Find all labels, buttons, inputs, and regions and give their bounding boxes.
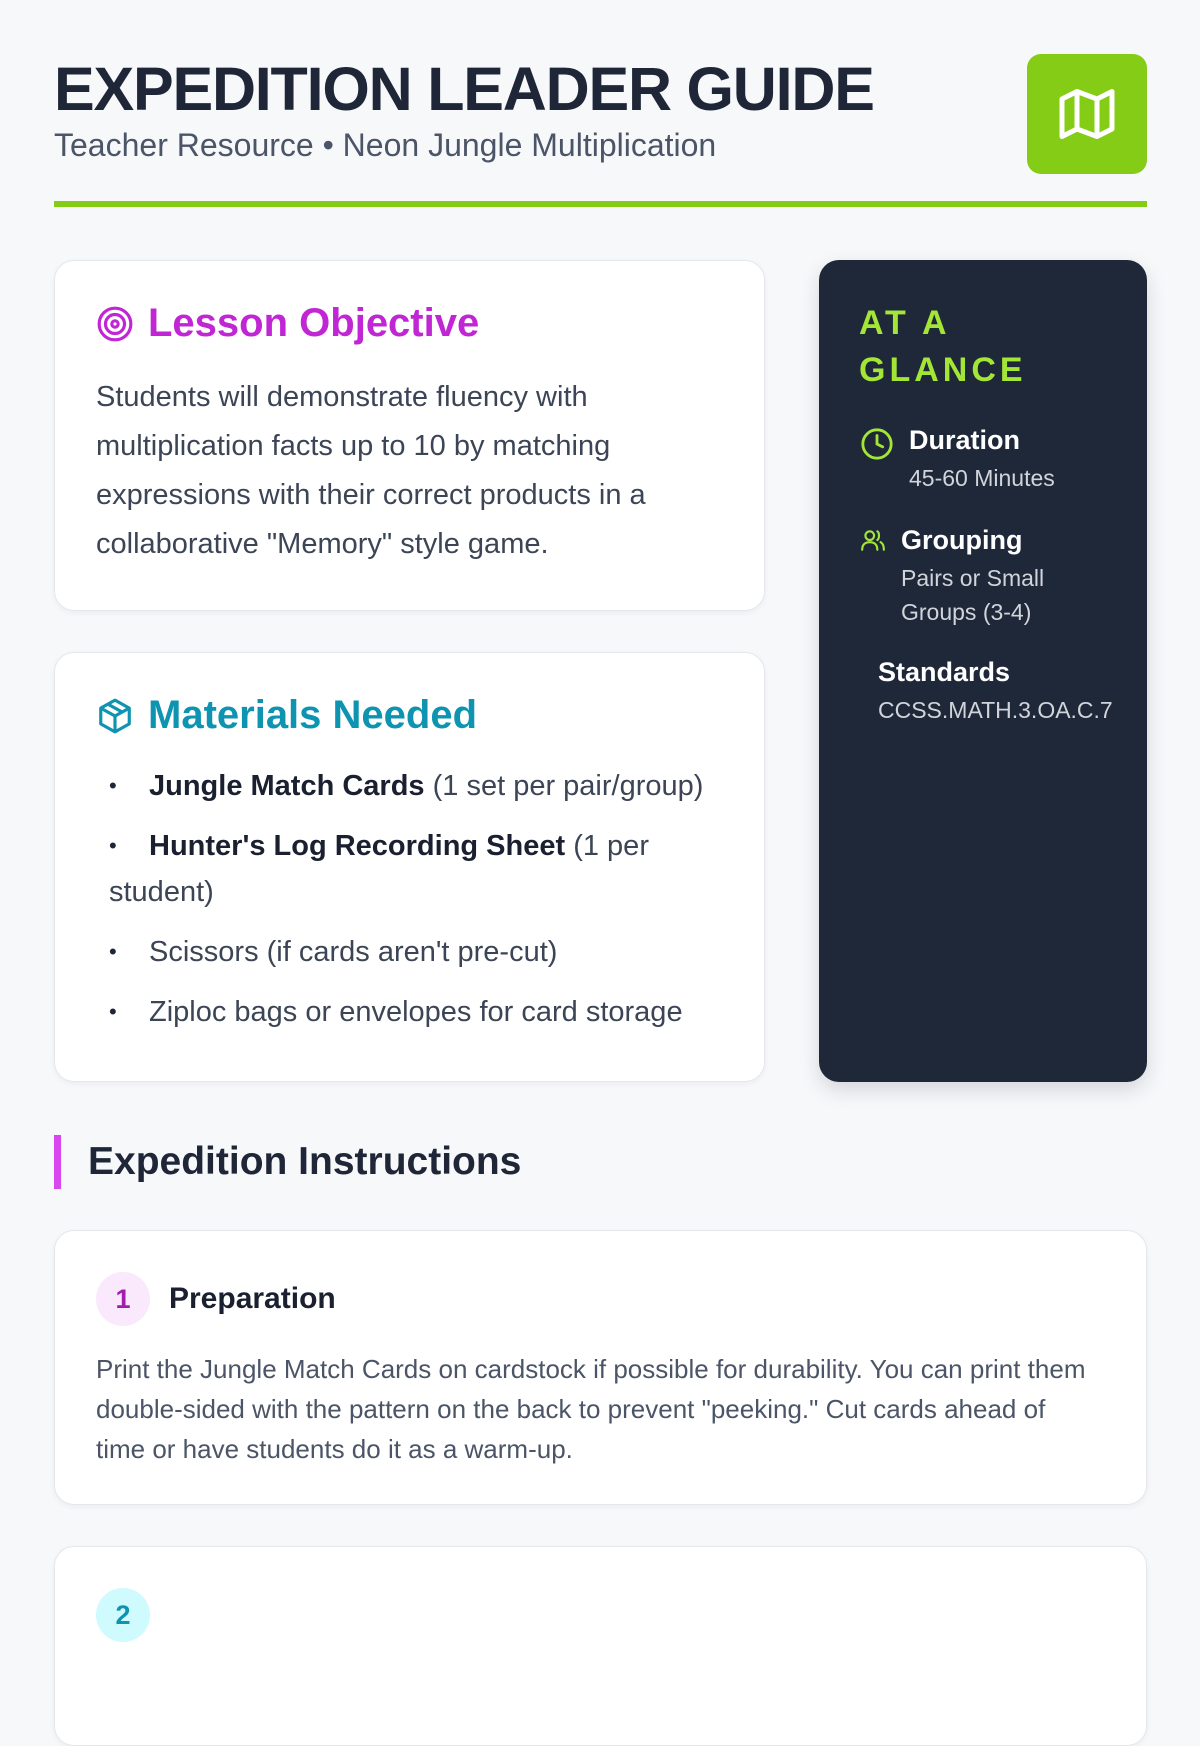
standards-label: Standards <box>878 657 1011 687</box>
duration-label: Duration <box>909 425 1020 455</box>
glance-title: AT A GLANCE <box>859 304 1027 389</box>
glance-standards <box>878 655 1113 727</box>
step-card <box>54 1230 1147 1505</box>
objective-heading-text: Lesson Objective <box>148 301 480 345</box>
page <box>54 0 1147 1630</box>
material-detail: (1 per student) <box>109 830 649 908</box>
page-subtitle: Teacher Resource • Neon Jungle Multiplication <box>54 127 717 163</box>
bullet-icon: • <box>109 939 117 964</box>
target-icon <box>96 305 134 343</box>
objective-card <box>54 260 765 611</box>
bullet-icon: • <box>109 833 117 858</box>
list-item <box>96 763 736 809</box>
step-title: Preparation <box>169 1282 336 1315</box>
duration-value: 45-60 Minutes <box>909 465 1055 491</box>
materials-heading-text: Materials Needed <box>148 693 478 737</box>
box-icon <box>96 697 134 735</box>
clock-icon <box>859 423 895 459</box>
users-icon <box>859 523 887 559</box>
materials-heading <box>96 693 477 738</box>
objective-heading <box>96 301 479 346</box>
logo-badge <box>1027 54 1147 174</box>
page-header <box>54 0 1147 207</box>
material-name: Hunter's Log Recording Sheet <box>149 830 566 862</box>
materials-card <box>54 652 765 1082</box>
glance-grouping <box>859 523 1109 629</box>
step-number-badge: 2 <box>96 1588 150 1642</box>
list-item <box>96 989 736 1035</box>
grouping-value: Pairs or Small Groups (3-4) <box>901 565 1045 625</box>
bullet-icon: • <box>109 773 117 798</box>
material-detail: Ziploc bags or envelopes for card storage <box>149 996 683 1028</box>
step-card <box>54 1546 1147 1746</box>
bullet-icon: • <box>109 999 117 1024</box>
step-text: Print the Jungle Match Cards on cardstock if possible for durability. You can print them double-sided with the pattern on the back to prevent "peeking." Cut cards ahead of time or have students do it as a warm-up. <box>96 1354 1086 1464</box>
map-icon <box>1057 84 1117 144</box>
glance-duration <box>859 423 1055 495</box>
standards-value: CCSS.MATH.3.OA.C.7 <box>878 697 1113 723</box>
page-title: EXPEDITION LEADER GUIDE <box>54 55 874 123</box>
step-number-badge: 1 <box>96 1272 150 1326</box>
list-item <box>96 929 736 975</box>
grouping-label: Grouping <box>901 525 1023 555</box>
list-item <box>96 823 736 915</box>
objective-text: Students will demonstrate fluency with multiplication facts up to 10 by matching expressions with their correct products in a collaborative "Memory" style game. <box>96 381 646 560</box>
at-a-glance-panel <box>819 260 1147 1082</box>
material-name: Jungle Match Cards <box>149 770 425 802</box>
material-detail: Scissors (if cards aren't pre-cut) <box>149 936 558 968</box>
materials-list <box>96 763 736 1049</box>
material-detail: (1 set per pair/group) <box>424 770 704 802</box>
instructions-heading: Expedition Instructions <box>54 1135 521 1189</box>
